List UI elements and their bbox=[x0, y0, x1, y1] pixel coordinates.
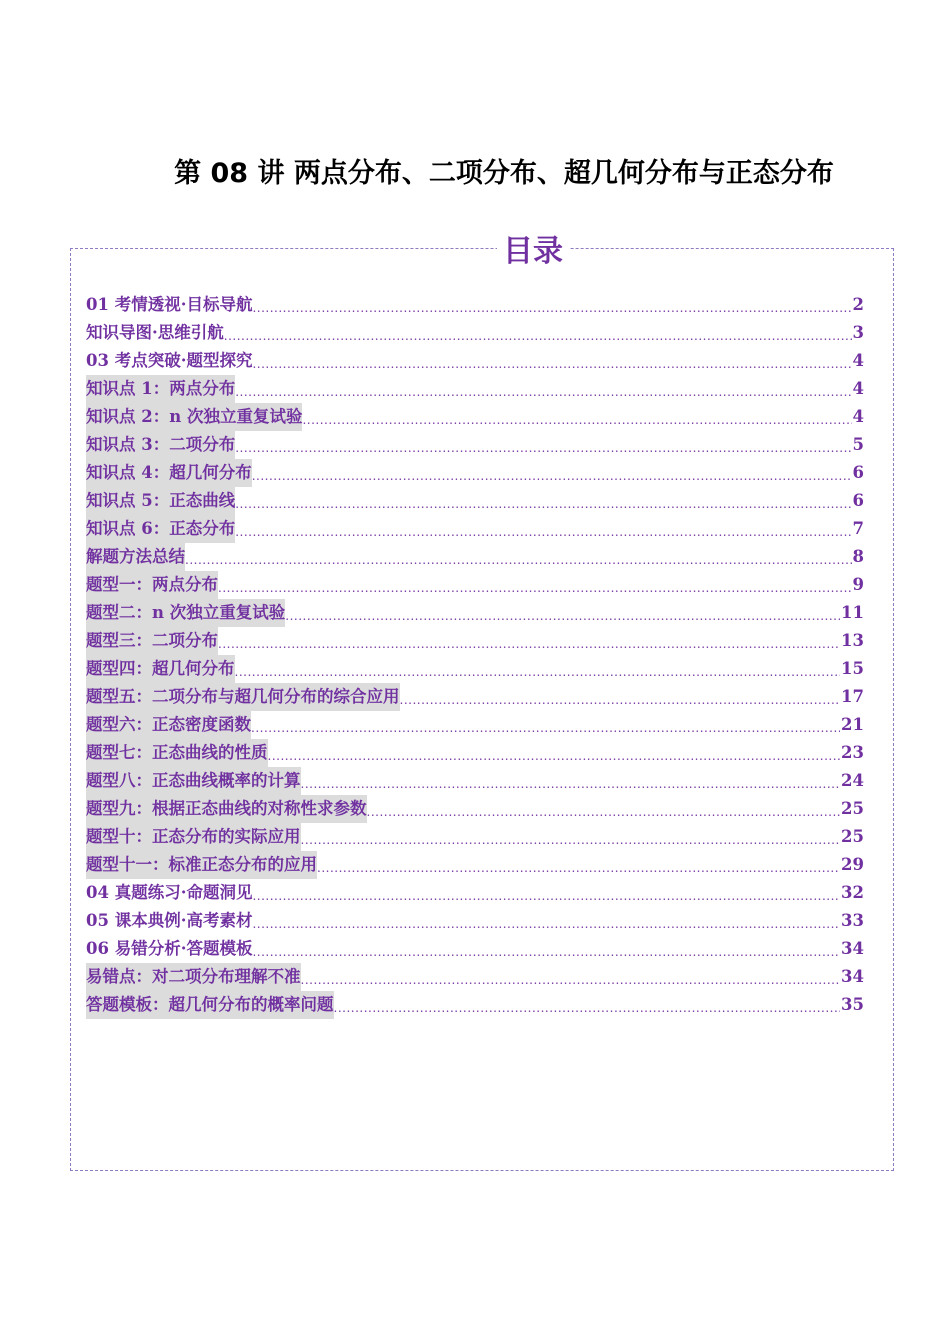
toc-entry-label[interactable]: 题型九：根据正态曲线的对称性求参数 bbox=[86, 795, 367, 823]
toc-entry-label[interactable]: 题型一：两点分布 bbox=[86, 571, 218, 599]
toc-dot-leader bbox=[252, 914, 840, 935]
toc-entry[interactable] bbox=[86, 739, 864, 767]
toc-heading: 目录 bbox=[497, 232, 569, 272]
toc-entry-label[interactable]: 知识点 4：超几何分布 bbox=[86, 459, 252, 487]
toc-entry-label[interactable]: 知识点 5：正态曲线 bbox=[86, 487, 235, 515]
toc-dot-leader bbox=[285, 606, 840, 627]
toc-entry-label[interactable]: 答题模板：超几何分布的概率问题 bbox=[86, 991, 334, 1019]
toc-dot-leader bbox=[400, 690, 841, 711]
toc-entry-page[interactable]: 6 bbox=[852, 491, 864, 510]
toc-entry[interactable] bbox=[86, 487, 864, 515]
toc-entry-label[interactable]: 题型十：正态分布的实际应用 bbox=[86, 823, 301, 851]
toc-entry[interactable] bbox=[86, 515, 864, 543]
toc-entry-label[interactable]: 解题方法总结 bbox=[86, 543, 185, 571]
toc-entry-page[interactable]: 17 bbox=[841, 687, 864, 706]
toc-entry-page[interactable]: 3 bbox=[852, 323, 864, 342]
toc-entry[interactable] bbox=[86, 655, 864, 683]
toc-dot-leader bbox=[317, 858, 840, 879]
toc-dot-leader bbox=[252, 466, 852, 487]
toc-entry-page[interactable]: 9 bbox=[852, 575, 864, 594]
toc-entry-label[interactable]: 题型八：正态曲线概率的计算 bbox=[86, 767, 301, 795]
toc-dot-leader bbox=[301, 830, 841, 851]
toc-entry-label[interactable]: 06 易错分析·答题模板 bbox=[86, 939, 253, 958]
toc-list bbox=[86, 291, 864, 1019]
toc-entry-label[interactable]: 04 真题练习·命题洞见 bbox=[86, 883, 253, 902]
toc-entry-page[interactable]: 33 bbox=[841, 911, 864, 930]
toc-entry[interactable] bbox=[86, 599, 864, 627]
toc-entry-label[interactable]: 题型七：正态曲线的性质 bbox=[86, 739, 268, 767]
toc-entry[interactable] bbox=[86, 823, 864, 851]
toc-entry[interactable] bbox=[86, 431, 864, 459]
toc-entry[interactable] bbox=[86, 543, 864, 571]
toc-entry-page[interactable]: 34 bbox=[841, 939, 864, 958]
toc-entry[interactable] bbox=[86, 459, 864, 487]
toc-entry[interactable] bbox=[86, 851, 864, 879]
toc-dot-leader bbox=[252, 298, 851, 319]
toc-dot-leader bbox=[252, 942, 840, 963]
toc-dot-leader bbox=[301, 970, 841, 991]
toc-dot-leader bbox=[235, 522, 851, 543]
toc-entry-label[interactable]: 05 课本典例·高考素材 bbox=[86, 911, 253, 930]
toc-entry-label[interactable]: 题型六：正态密度函数 bbox=[86, 711, 251, 739]
toc-entry[interactable] bbox=[86, 991, 864, 1019]
toc-dot-leader bbox=[235, 662, 841, 683]
toc-entry[interactable] bbox=[86, 291, 864, 319]
toc-entry-label[interactable]: 题型四：超几何分布 bbox=[86, 655, 235, 683]
toc-dot-leader bbox=[301, 774, 841, 795]
toc-entry[interactable] bbox=[86, 319, 864, 347]
toc-dot-leader bbox=[334, 998, 841, 1019]
toc-dot-leader bbox=[367, 802, 841, 823]
toc-entry[interactable] bbox=[86, 711, 864, 739]
toc-dot-leader bbox=[252, 886, 840, 907]
toc-dot-leader bbox=[268, 746, 841, 767]
toc-entry-page[interactable]: 25 bbox=[841, 827, 864, 846]
toc-entry-page[interactable]: 34 bbox=[841, 967, 864, 986]
toc-entry[interactable] bbox=[86, 935, 864, 963]
toc-dot-leader bbox=[185, 550, 852, 571]
toc-entry-label[interactable]: 01 考情透视·目标导航 bbox=[86, 295, 253, 314]
toc-entry[interactable] bbox=[86, 571, 864, 599]
toc-entry-page[interactable]: 25 bbox=[841, 799, 864, 818]
toc-entry[interactable] bbox=[86, 879, 864, 907]
toc-dot-leader bbox=[302, 410, 851, 431]
toc-dot-leader bbox=[224, 326, 852, 347]
toc-dot-leader bbox=[235, 382, 851, 403]
toc-entry-page[interactable]: 29 bbox=[841, 855, 864, 874]
toc-dot-leader bbox=[218, 578, 852, 599]
toc-entry-label[interactable]: 知识点 6：正态分布 bbox=[86, 515, 235, 543]
toc-entry-label[interactable]: 03 考点突破·题型探究 bbox=[86, 351, 253, 370]
toc-dot-leader bbox=[218, 634, 840, 655]
toc-entry-page[interactable]: 7 bbox=[852, 519, 864, 538]
toc-entry-page[interactable]: 24 bbox=[841, 771, 864, 790]
toc-entry-label[interactable]: 题型三：二项分布 bbox=[86, 627, 218, 655]
toc-entry[interactable] bbox=[86, 767, 864, 795]
toc-dot-leader bbox=[235, 438, 851, 459]
page-title: 第 08 讲 两点分布、二项分布、超几何分布与正态分布 bbox=[174, 158, 834, 189]
toc-entry-page[interactable]: 15 bbox=[841, 659, 864, 678]
toc-dot-leader bbox=[252, 354, 851, 375]
toc-entry-page[interactable]: 23 bbox=[841, 743, 864, 762]
toc-entry-page[interactable]: 32 bbox=[841, 883, 864, 902]
toc-entry-label[interactable]: 知识点 1：两点分布 bbox=[86, 375, 235, 403]
toc-entry[interactable] bbox=[86, 403, 864, 431]
toc-entry[interactable] bbox=[86, 683, 864, 711]
toc-entry-page[interactable]: 4 bbox=[852, 379, 864, 398]
toc-entry-page[interactable]: 4 bbox=[852, 351, 864, 370]
toc-entry-label[interactable]: 易错点：对二项分布理解不准 bbox=[86, 963, 301, 991]
toc-entry-label[interactable]: 知识点 3：二项分布 bbox=[86, 431, 235, 459]
toc-entry[interactable] bbox=[86, 375, 864, 403]
toc-entry[interactable] bbox=[86, 963, 864, 991]
toc-entry-label[interactable]: 题型五：二项分布与超几何分布的综合应用 bbox=[86, 683, 400, 711]
toc-entry-label[interactable]: 题型十一：标准正态分布的应用 bbox=[86, 851, 317, 879]
toc-entry[interactable] bbox=[86, 795, 864, 823]
toc-entry-label[interactable]: 知识导图·思维引航 bbox=[86, 323, 224, 342]
toc-entry-label[interactable]: 题型二：n 次独立重复试验 bbox=[86, 599, 285, 627]
toc-entry-label[interactable]: 知识点 2：n 次独立重复试验 bbox=[86, 403, 302, 431]
toc-entry-page[interactable]: 35 bbox=[841, 995, 864, 1014]
toc-entry-page[interactable]: 11 bbox=[841, 603, 864, 622]
toc-dot-leader bbox=[235, 494, 851, 515]
toc-dot-leader bbox=[251, 718, 840, 739]
toc-entry[interactable] bbox=[86, 347, 864, 375]
toc-entry[interactable] bbox=[86, 627, 864, 655]
toc-entry-page[interactable]: 2 bbox=[852, 295, 864, 314]
toc-entry[interactable] bbox=[86, 907, 864, 935]
toc-entry-page[interactable]: 21 bbox=[841, 715, 864, 734]
toc-entry-page[interactable]: 4 bbox=[852, 407, 864, 426]
toc-entry-page[interactable]: 6 bbox=[852, 463, 864, 482]
toc-entry-page[interactable]: 5 bbox=[852, 435, 864, 454]
toc-entry-page[interactable]: 8 bbox=[852, 547, 864, 566]
toc-entry-page[interactable]: 13 bbox=[841, 631, 864, 650]
